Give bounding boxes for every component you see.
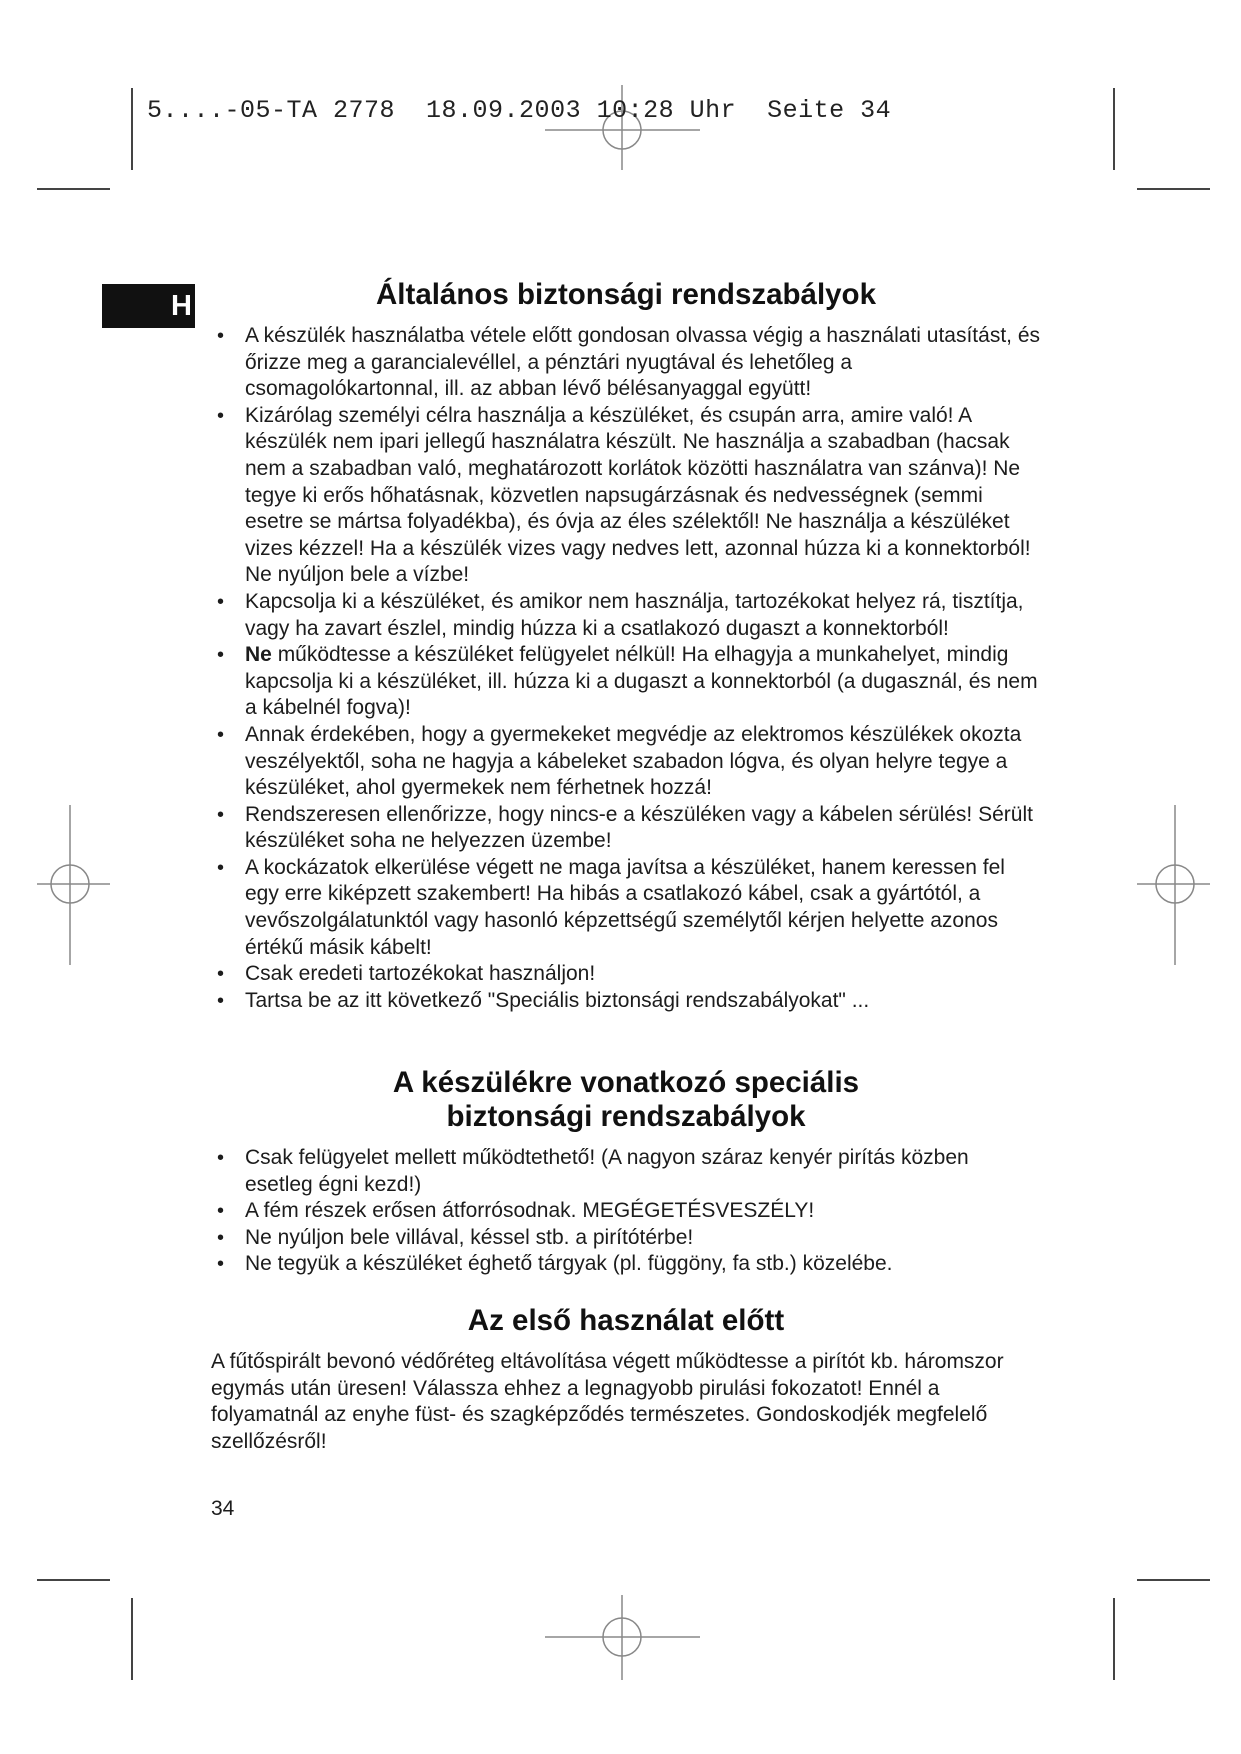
language-tab-label: H [171, 290, 192, 322]
list-item: • Annak érdekében, hogy a gyermekeket megvédje az elektromos készülékek okozta veszélyektől, soha ne hagyja a kábeleket szabadon lógva, és olyan helyre tegye a készüléket, ahol gyermekek nem férhetnek hozzá! [211, 722, 1041, 802]
registration-target-left [37, 805, 110, 965]
first-use-paragraph: A fűtőspirált bevonó védőréteg eltávolítása végett működtesse a pirítót kb. háromszor egymás után üresen! Válassza ehhez a legnagyobb pirulási fokozatot! Ennél a folyamatnál az enyhe füst- és szagképződés természetes. Gondoskodjék megfelelő szellőzésről! [211, 1350, 1004, 1453]
list-item: • Csak felügyelet mellett működtethető! (A nagyon száraz kenyér pirítás közben esetleg égni kezd!) [211, 1145, 1041, 1198]
section-title-general-safety: Általános biztonsági rendszabályok [376, 278, 876, 311]
list-item: • A kockázatok elkerülése végett ne maga javítsa a készüléket, hanem keressen fel egy erre kiképzett szakembert! Ha hibás a csatlakozó kábel, csak a gyártótól, a vevőszolgálatunktól vagy hasonló képzettségű személytől kérjen helyette azonos értékű másik kábelt! [211, 855, 1041, 961]
section-title-line: biztonsági rendszabályok [446, 1100, 806, 1133]
language-tab [102, 284, 195, 328]
list-item: • Tartsa be az itt következő "Speciális biztonsági rendszabályokat" ... [211, 988, 1041, 1015]
list-item-text: működtesse a készüléket felügyelet nélkül! Ha elhagyja a munkahelyet, mindig kapcsolja ki a készüléket, ill. húzza ki a dugaszt a konnektorból (a dugasznál, és nem a kábelnél fogva)! [245, 643, 1038, 720]
list-item: • A fém részek erősen átforrósodnak. MEGÉGETÉSVESZÉLY! [211, 1198, 1041, 1225]
list-item-bold-prefix: Ne [245, 643, 272, 667]
print-slug-header: 5....-05-TA 2778 18.09.2003 10:28 Uhr Seite 34 [147, 96, 892, 125]
section-title-special-safety [211, 1066, 1041, 1134]
list-item [211, 642, 1041, 722]
registration-target-bottom [545, 1595, 700, 1680]
list-item: • Csak eredeti tartozékokat használjon! [211, 961, 1041, 988]
special-safety-list [211, 1145, 1041, 1278]
list-item: • Rendszeresen ellenőrizze, hogy nincs-e a készüléken vagy a kábelen sérülés! Sérült készüléket soha ne helyezzen üzembe! [211, 802, 1041, 855]
page-number: 34 [211, 1497, 235, 1520]
section-title-line: A készülékre vonatkozó speciális [392, 1066, 860, 1099]
list-item: • Kizárólag személyi célra használja a készüléket, és csupán arra, amire való! A készülék nem ipari jellegű használatra készült. Ne használja a szabadban (hacsak nem a szabadban való, meghatározott korlátok közötti használatra van szánva)! Ne tegye ki erős hőhatásnak, közvetlen napsugárzásnak és nedvességnek (semmi esetre se mártsa folyadékba), és óvja az éles szélektől! Ne használja a készüléket vizes kézzel! Ha a készülék vizes vagy nedves lett, azonnal húzza ki a konnektorból! Ne nyúljon bele a vízbe! [211, 403, 1041, 589]
list-item: • Kapcsolja ki a készüléket, és amikor nem használja, tartozékokat helyez rá, tisztítja, vagy ha zavart észlel, mindig húzza ki a csatlakozó dugaszt a konnektorból! [211, 589, 1041, 642]
registration-target-right [1137, 805, 1210, 965]
section-title-first-use: Az első használat előtt [467, 1304, 785, 1337]
general-safety-list [211, 323, 1041, 1014]
list-item: • Ne tegyük a készüléket éghető tárgyak (pl. függöny, fa stb.) közelébe. [211, 1251, 1041, 1278]
list-item: • Ne nyúljon bele villával, késsel stb. a pirítótérbe! [211, 1225, 1041, 1252]
list-item: • A készülék használatba vétele előtt gondosan olvassa végig a használati utasítást, és őrizze meg a garancialevéllel, a pénztári nyugtával és lehetőleg a csomagolókartonnal, ill. az abban lévő bélésanyaggal együtt! [211, 323, 1041, 403]
